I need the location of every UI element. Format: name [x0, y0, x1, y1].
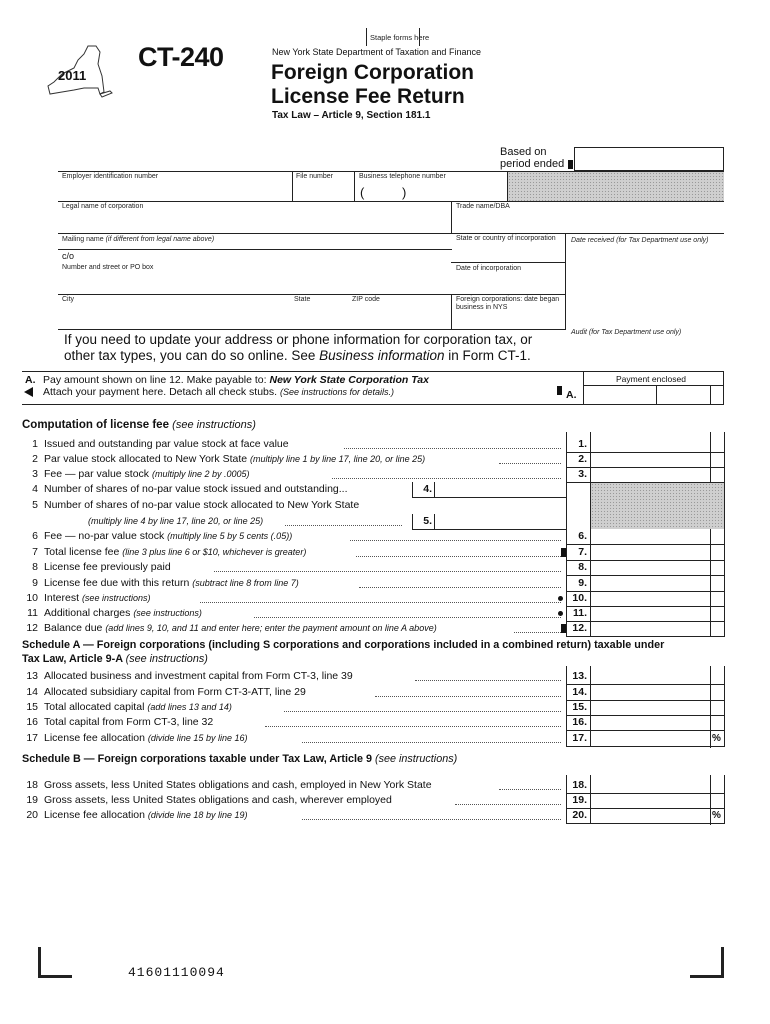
notice-link-text[interactable]: Business information: [319, 348, 445, 363]
line-20: [22, 809, 247, 821]
leader-dots: [375, 696, 561, 697]
line-number: 3: [32, 468, 38, 480]
divider: [292, 171, 293, 202]
schedule-b-heading-text: Foreign corporations taxable under Tax Law, Article 9: [97, 753, 375, 765]
line-note: (multiply line 4 by line 17, line 20, or line 25): [88, 516, 264, 526]
line-number: 12: [26, 622, 38, 634]
percent-sign: %: [712, 733, 721, 744]
line-17: [22, 732, 247, 744]
divider: [724, 666, 725, 672]
divider: [724, 808, 725, 824]
amount-field-line-19[interactable]: [591, 794, 709, 808]
state-label: State: [294, 296, 311, 303]
schedule-a-heading: Schedule A — Foreign corporations (including S corporations and corporations included in a combined return) taxable under: [22, 639, 665, 651]
corner-mark: [721, 947, 724, 977]
line-box-label: 10.: [572, 592, 587, 604]
state-country-field[interactable]: [456, 244, 562, 260]
line-text: Total capital from Form CT-3, line 32: [44, 716, 214, 728]
line-note: (see instructions): [133, 608, 202, 618]
leader-dots: [499, 463, 561, 464]
computation-heading: [22, 419, 256, 431]
line-13: [22, 670, 353, 682]
line-number: 4: [32, 483, 38, 495]
line-4: [22, 483, 348, 495]
shaded-area: [591, 483, 724, 529]
line-box-label: 20.: [572, 809, 587, 821]
foreign-date-label-1: Foreign corporations: date began: [456, 296, 560, 303]
line-text: Number of shares of no-par value stock issued and outstanding...: [44, 483, 348, 495]
tax-year: 2011: [58, 68, 87, 83]
based-on-label: Based on: [500, 146, 547, 158]
line-14: [22, 686, 306, 698]
divider: [566, 432, 567, 438]
divider: [724, 621, 725, 637]
line-text: Allocated subsidiary capital from Form CT-3-ATT, line 29: [44, 686, 306, 698]
line-note: (add lines 9, 10, and 11 and enter here; enter the payment amount on line A above): [105, 623, 437, 633]
form-title-line2: License Fee Return: [271, 85, 465, 108]
city-label: City: [62, 296, 75, 303]
payment-marker-icon: [557, 386, 562, 395]
line-number: 11: [27, 607, 38, 619]
amount-field-line-12[interactable]: [591, 622, 709, 636]
line-5: [22, 499, 359, 511]
line-text: License fee previously paid: [44, 561, 171, 573]
zip-label: ZIP code: [352, 296, 380, 303]
leader-dots: [302, 819, 561, 820]
schedule-b-heading-note: (see instructions): [375, 753, 458, 765]
line-note: (divide line 18 by line 19): [147, 810, 248, 820]
notice-line1: If you need to update your address or phone information for corporation tax, or: [64, 332, 533, 347]
amount-field-line-2[interactable]: [591, 453, 709, 467]
divider: [434, 482, 435, 498]
line-note: (subtract line 8 from line 7): [192, 578, 299, 588]
period-ended-marker-icon: [568, 160, 573, 169]
schedule-a-heading-note: (see instructions): [125, 653, 208, 665]
divider: [724, 715, 725, 731]
line-box-label: 4.: [423, 483, 432, 495]
divider: [724, 793, 725, 809]
divider: [710, 545, 711, 561]
form-barcode-number: 41601110094: [128, 965, 225, 980]
line-box-label: 15.: [572, 701, 587, 713]
shares-field-line-4[interactable]: [436, 483, 564, 497]
line-text: Total license fee: [44, 546, 123, 558]
divider: [451, 262, 565, 263]
line-note: (see instructions): [81, 593, 151, 603]
line-6: [22, 530, 292, 542]
line-8: [22, 561, 171, 573]
line-1: [22, 438, 289, 450]
line-box-label: 2.: [578, 453, 587, 465]
notice-text: other tax types, you can do so online. See: [64, 348, 320, 363]
corner-mark: [38, 947, 41, 977]
divider: [710, 432, 711, 482]
line-12-marker-icon: [561, 624, 566, 633]
divider: [565, 233, 566, 330]
legal-name-field[interactable]: [62, 212, 448, 230]
line-number: 9: [32, 577, 38, 589]
divider: [566, 482, 567, 530]
staple-mark-left: [366, 28, 367, 46]
leader-dots: [356, 556, 561, 557]
divider: [566, 666, 567, 672]
line-a-label: A.: [25, 374, 36, 386]
line-text: Par value stock allocated to New York State: [44, 453, 251, 465]
divider: [710, 386, 711, 405]
payment-text-2: Attach your payment here. Detach all check stubs.: [43, 386, 280, 398]
divider: [710, 591, 711, 607]
divider: [590, 775, 591, 781]
line-box-label: 19.: [572, 794, 587, 806]
leader-dots: [200, 602, 561, 603]
percent-sign: %: [712, 810, 721, 821]
mailing-name-label: [62, 236, 214, 243]
line-box-label: 1.: [578, 438, 587, 450]
divider: [58, 201, 724, 202]
divider: [724, 591, 725, 607]
line-text: Issued and outstanding par value stock at face value: [44, 438, 289, 450]
divider: [724, 576, 725, 592]
schedule-a-heading-text: Tax Law, Article 9-A: [22, 653, 126, 665]
leader-dots: [455, 804, 561, 805]
state-country-label: State or country of incorporation: [456, 235, 556, 242]
date-incorporation-field[interactable]: [456, 275, 562, 291]
line-box-label: 3.: [578, 468, 587, 480]
leader-dots: [359, 587, 561, 588]
foreign-date-field[interactable]: [456, 314, 562, 328]
leader-dots: [332, 478, 561, 479]
care-of-field[interactable]: [76, 250, 448, 262]
divider: [58, 233, 724, 234]
leader-dots: [214, 571, 561, 572]
schedule-b-heading: [22, 753, 457, 765]
payment-note: (See instructions for details.): [279, 387, 394, 397]
divider: [724, 606, 725, 622]
line-16: [22, 716, 213, 728]
audit-label: Audit (for Tax Department use only): [571, 329, 682, 336]
divider: [710, 560, 711, 576]
divider: [724, 452, 725, 468]
divider: [590, 666, 591, 672]
amount-field-line-3[interactable]: [591, 468, 709, 482]
line-box-label: 18.: [572, 779, 587, 791]
line-box-label: 17.: [572, 732, 587, 744]
shares-field-line-5[interactable]: [436, 515, 564, 529]
department-name: New York State Department of Taxation and Finance: [272, 47, 481, 57]
notice-line2: [64, 348, 531, 363]
schedule-a-heading-2: [22, 653, 208, 665]
divider: [724, 700, 725, 716]
line-15: [22, 701, 232, 713]
care-of-label: c/o: [62, 251, 75, 261]
arrow-left-icon: [24, 387, 34, 397]
divider: [434, 514, 435, 530]
amount-field-line-16[interactable]: [591, 716, 709, 730]
divider: [724, 432, 725, 438]
trade-name-field[interactable]: [456, 212, 722, 230]
line-number: 16: [26, 716, 38, 728]
line-text: License fee due with this return: [44, 577, 193, 589]
phone-paren-close: ): [402, 185, 407, 200]
amount-field-line-20[interactable]: [591, 809, 709, 823]
line-number: 18: [26, 779, 38, 791]
payment-instruction-1: [43, 374, 429, 386]
form-title-line1: Foreign Corporation: [271, 61, 474, 84]
payee-name: New York State Corporation Tax: [269, 374, 429, 386]
line-number: 20: [26, 809, 38, 821]
leader-dots: [514, 632, 561, 633]
amount-field-line-15[interactable]: [591, 701, 709, 715]
city-field[interactable]: [62, 308, 290, 326]
zip-field[interactable]: [352, 308, 448, 326]
line-box-label: 9.: [578, 577, 587, 589]
divider: [583, 385, 724, 386]
line-number: 6: [32, 530, 38, 542]
divider: [710, 576, 711, 592]
file-number-field[interactable]: [296, 181, 352, 199]
shaded-area: [508, 172, 724, 201]
period-ended-field[interactable]: [574, 147, 724, 171]
line-text: Fee — no-par value stock: [44, 530, 168, 542]
divider: [590, 482, 591, 530]
line-text: Total allocated capital: [44, 701, 148, 713]
line-box-label: 5.: [423, 515, 432, 527]
line-text: License fee allocation: [44, 809, 148, 821]
payment-enclosed-label: Payment enclosed: [616, 374, 686, 384]
line-box-label: 16.: [572, 716, 587, 728]
line-note: (multiply line 5 by 5 cents (.05)): [167, 531, 293, 541]
amount-field-line-7[interactable]: [591, 546, 709, 560]
staple-note: Staple forms here: [370, 33, 430, 42]
divider: [412, 529, 566, 530]
leader-dots: [415, 680, 561, 681]
line-text: Allocated business and investment capital from Form CT-3, line 39: [44, 670, 353, 682]
period-ended-label: period ended: [500, 158, 565, 170]
divider: [58, 329, 566, 330]
line-note: (multiply line 2 by .0005): [151, 469, 250, 479]
divider: [58, 294, 566, 295]
divider: [710, 529, 711, 545]
divider: [590, 432, 591, 438]
line-box-label: 8.: [578, 561, 587, 573]
state-field[interactable]: [294, 308, 348, 326]
line-note: (add lines 13 and 14): [147, 702, 232, 712]
line-10-bullet-icon: [558, 596, 563, 601]
leader-dots: [499, 789, 561, 790]
line-9: [22, 577, 299, 589]
file-number-label: File number: [296, 173, 333, 180]
payment-instruction-2: [43, 386, 394, 398]
line-7-marker-icon: [561, 548, 566, 557]
line-note: (multiply line 1 by line 17, line 20, or line 25): [250, 454, 426, 464]
divider: [566, 775, 567, 781]
leader-dots: [285, 525, 402, 526]
divider: [710, 775, 711, 825]
line-7: [22, 546, 306, 558]
mailing-name-text: Mailing name: [62, 236, 104, 243]
divider: [724, 467, 725, 483]
line-number: 2: [32, 453, 38, 465]
phone-label: Business telephone number: [359, 173, 446, 180]
corner-mark: [690, 975, 724, 978]
divider: [724, 529, 725, 545]
line-text: Additional charges: [44, 607, 134, 619]
divider: [412, 497, 566, 498]
divider: [724, 731, 725, 747]
divider: [724, 545, 725, 561]
line-number: 17: [26, 732, 38, 744]
line-box-label: 11.: [572, 607, 587, 619]
schedule-b-heading-label: Schedule B —: [22, 753, 98, 765]
line-11: [22, 607, 202, 619]
line-number: 15: [26, 701, 38, 713]
divider: [451, 294, 452, 330]
ein-field[interactable]: [62, 181, 290, 199]
amount-field-line-18[interactable]: [591, 779, 709, 793]
line-11-bullet-icon: [558, 611, 563, 616]
date-received-label: Date received (for Tax Department use only): [571, 237, 709, 244]
date-incorporation-label: Date of incorporation: [456, 265, 521, 272]
line-number: 19: [26, 794, 38, 806]
leader-dots: [344, 448, 561, 449]
line-cont: [88, 515, 263, 527]
line-2: [22, 453, 425, 465]
form-number: CT-240: [138, 42, 224, 72]
line-text: Balance due: [44, 622, 106, 634]
foreign-date-label-2: business in NYS: [456, 304, 508, 311]
line-number: 13: [26, 670, 38, 682]
divider: [724, 685, 725, 701]
amount-field-line-9[interactable]: [591, 577, 709, 591]
divider: [724, 437, 725, 453]
line-number: 5: [32, 499, 38, 511]
notice-text-end: in Form CT-1.: [444, 348, 531, 363]
amount-field-line-10[interactable]: [591, 592, 709, 606]
divider: [354, 171, 355, 202]
computation-heading-text: Computation of license fee: [22, 419, 169, 431]
line-text: Interest: [44, 592, 82, 604]
line-10: [22, 592, 150, 604]
line-number: 1: [32, 438, 38, 450]
line-number: 14: [26, 686, 38, 698]
divider: [451, 201, 452, 233]
line-box-label: 13.: [572, 670, 587, 682]
computation-heading-note: (see instructions): [172, 419, 256, 431]
mailing-name-note: (if different from legal name above): [105, 236, 215, 243]
line-12: [22, 622, 437, 634]
leader-dots: [284, 711, 561, 712]
ein-label: Employer identification number: [62, 173, 159, 180]
leader-dots: [350, 540, 561, 541]
street-field[interactable]: [62, 274, 448, 292]
leader-dots: [254, 617, 561, 618]
line-number: 7: [32, 546, 38, 558]
divider: [656, 386, 657, 405]
line-text: Fee — par value stock: [44, 468, 152, 480]
divider: [710, 621, 711, 637]
divider: [724, 482, 725, 530]
line-19: [22, 794, 392, 806]
legal-name-label: Legal name of corporation: [62, 203, 144, 210]
phone-field[interactable]: [374, 184, 400, 199]
divider: [710, 606, 711, 622]
amount-field-line-8[interactable]: [591, 561, 709, 575]
amount-field-line-11[interactable]: [591, 607, 709, 621]
line-box-label: 12.: [572, 622, 587, 634]
line-text: Gross assets, less United States obligations and cash, employed in New York State: [44, 779, 432, 791]
corner-mark: [38, 975, 72, 978]
line-a-box-label: A.: [566, 389, 577, 401]
line-text: License fee allocation: [44, 732, 148, 744]
line-box-label: 6.: [578, 530, 587, 542]
street-label: Number and street or PO box: [62, 264, 154, 271]
line-number: 10: [26, 592, 38, 604]
divider: [724, 560, 725, 576]
divider: [22, 404, 724, 405]
line-number: 8: [32, 561, 38, 573]
line-text: Number of shares of no-par value stock allocated to New York State: [44, 499, 360, 511]
form-subtitle: Tax Law – Article 9, Section 181.1: [272, 110, 431, 121]
trade-name-label: Trade name/DBA: [456, 203, 510, 210]
line-18: [22, 779, 432, 791]
amount-field-line-14[interactable]: [591, 686, 709, 700]
amount-field-line-6[interactable]: [591, 530, 709, 544]
line-text: Gross assets, less United States obligations and cash, wherever employed: [44, 794, 392, 806]
phone-paren-open: (: [360, 185, 365, 200]
line-note: (line 3 plus line 6 or $10, whichever is greater): [122, 547, 307, 557]
line-box-label: 14.: [572, 686, 587, 698]
amount-field-line-17[interactable]: [591, 732, 709, 746]
leader-dots: [265, 726, 561, 727]
leader-dots: [302, 742, 561, 743]
amount-field-line-13[interactable]: [591, 670, 709, 684]
amount-field-line-1[interactable]: [591, 438, 709, 452]
divider: [710, 666, 711, 748]
line-3: [22, 468, 250, 480]
payment-text: Pay amount shown on line 12. Make payable to:: [43, 374, 270, 386]
line-note: (divide line 15 by line 16): [147, 733, 248, 743]
line-box-label: 7.: [578, 546, 587, 558]
divider: [724, 775, 725, 781]
